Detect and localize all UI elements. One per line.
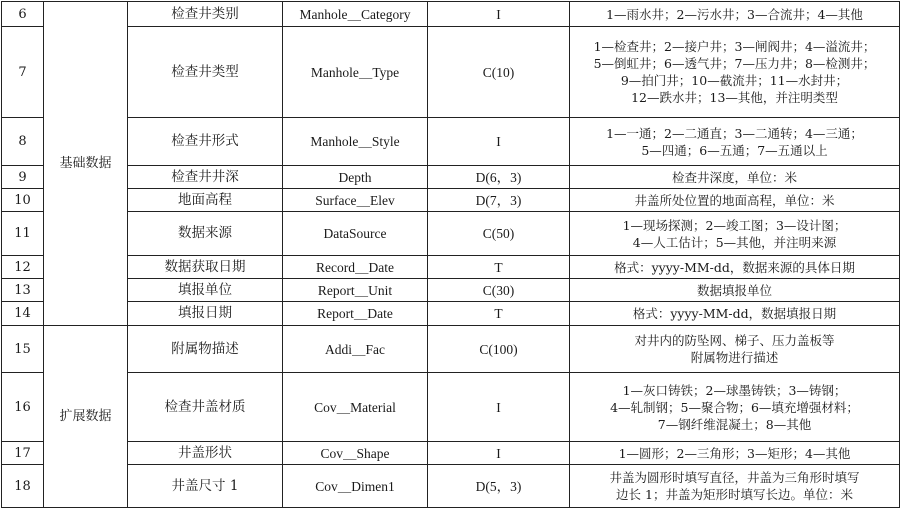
- field-chinese-name: 检查井类别: [128, 2, 283, 27]
- field-data-type: I: [428, 2, 570, 27]
- row-number: 6: [2, 2, 44, 27]
- field-description: 1—一通；2—二通直；3—二通转；4—三通； 5—四通；6—五通；7—五通以上: [570, 118, 900, 166]
- field-chinese-name: 地面高程: [128, 189, 283, 212]
- row-number: 9: [2, 166, 44, 189]
- field-data-type: C(50): [428, 212, 570, 256]
- row-number: 8: [2, 118, 44, 166]
- field-description: 1—检查井；2—接户井；3—闸阀井；4—溢流井； 5—倒虹井；6—透气井；7—压力井；8—检测井； 9—拍门井；10—截流井；11—水封井； 12—跌水井；13—其他，并注明类型: [570, 27, 900, 118]
- field-data-type: D(5，3): [428, 465, 570, 508]
- field-chinese-name: 检查井盖材质: [128, 373, 283, 442]
- field-chinese-name: 填报日期: [128, 302, 283, 326]
- field-english-name: DataSource: [283, 212, 428, 256]
- field-definition-table: [1, 1, 900, 508]
- field-english-name: Addi＿Fac: [283, 326, 428, 373]
- row-number: 7: [2, 27, 44, 118]
- row-number: 14: [2, 302, 44, 326]
- field-description: 1—圆形；2—三角形；3—矩形；4—其他: [570, 442, 900, 465]
- field-chinese-name: 检查井井深: [128, 166, 283, 189]
- field-description: 格式：yyyy-MM-dd，数据来源的具体日期: [570, 256, 900, 279]
- table-row: [2, 279, 900, 302]
- table-row: [2, 373, 900, 442]
- field-chinese-name: 检查井类型: [128, 27, 283, 118]
- field-description: 格式：yyyy-MM-dd，数据填报日期: [570, 302, 900, 326]
- row-number: 18: [2, 465, 44, 508]
- table-row: [2, 27, 900, 118]
- table-row: [2, 465, 900, 508]
- field-english-name: Cov＿Material: [283, 373, 428, 442]
- field-chinese-name: 数据获取日期: [128, 256, 283, 279]
- field-chinese-name: 井盖尺寸 1: [128, 465, 283, 508]
- table-row: [2, 442, 900, 465]
- group-label-extended: 扩展数据: [44, 326, 128, 508]
- field-english-name: Manhole＿Type: [283, 27, 428, 118]
- table-row: [2, 302, 900, 326]
- field-chinese-name: 附属物描述: [128, 326, 283, 373]
- row-number: 17: [2, 442, 44, 465]
- row-number: 16: [2, 373, 44, 442]
- field-chinese-name: 检查井形式: [128, 118, 283, 166]
- field-data-type: I: [428, 118, 570, 166]
- field-description: 1—雨水井；2—污水井；3—合流井；4—其他: [570, 2, 900, 27]
- field-data-type: I: [428, 442, 570, 465]
- field-english-name: Manhole＿Category: [283, 2, 428, 27]
- field-description: 1—现场探测；2—竣工图；3—设计图； 4—人工估计；5—其他，并注明来源: [570, 212, 900, 256]
- field-description: 对井内的防坠网、梯子、压力盖板等 附属物进行描述: [570, 326, 900, 373]
- row-number: 11: [2, 212, 44, 256]
- field-english-name: Record＿Date: [283, 256, 428, 279]
- field-data-type: C(30): [428, 279, 570, 302]
- group-label-basic: 基础数据: [44, 2, 128, 326]
- field-description: 1—灰口铸铁；2—球墨铸铁；3—铸钢； 4—轧制钢；5—聚合物；6—填充增强材料； 7—钢纤维混凝土；8—其他: [570, 373, 900, 442]
- field-english-name: Surface＿Elev: [283, 189, 428, 212]
- field-description: 井盖为圆形时填写直径，井盖为三角形时填写 边长 1；井盖为矩形时填写长边。单位：米: [570, 465, 900, 508]
- field-data-type: C(100): [428, 326, 570, 373]
- row-number: 12: [2, 256, 44, 279]
- row-number: 15: [2, 326, 44, 373]
- field-data-type: D(6，3): [428, 166, 570, 189]
- field-english-name: Depth: [283, 166, 428, 189]
- field-data-type: D(7，3): [428, 189, 570, 212]
- field-description: 检查井深度，单位：米: [570, 166, 900, 189]
- table-row: [2, 118, 900, 166]
- field-chinese-name: 数据来源: [128, 212, 283, 256]
- table-row: [2, 2, 900, 27]
- field-english-name: Report＿Unit: [283, 279, 428, 302]
- row-number: 10: [2, 189, 44, 212]
- field-data-type: T: [428, 302, 570, 326]
- table-row: [2, 326, 900, 373]
- table-row: [2, 212, 900, 256]
- field-data-type: T: [428, 256, 570, 279]
- field-chinese-name: 井盖形状: [128, 442, 283, 465]
- field-english-name: Cov＿Shape: [283, 442, 428, 465]
- field-data-type: C(10): [428, 27, 570, 118]
- table-row: [2, 189, 900, 212]
- field-data-type: I: [428, 373, 570, 442]
- field-english-name: Report＿Date: [283, 302, 428, 326]
- field-description: 数据填报单位: [570, 279, 900, 302]
- row-number: 13: [2, 279, 44, 302]
- field-description: 井盖所处位置的地面高程，单位：米: [570, 189, 900, 212]
- field-chinese-name: 填报单位: [128, 279, 283, 302]
- table-row: [2, 166, 900, 189]
- field-english-name: Cov＿Dimen1: [283, 465, 428, 508]
- field-english-name: Manhole＿Style: [283, 118, 428, 166]
- table-row: [2, 256, 900, 279]
